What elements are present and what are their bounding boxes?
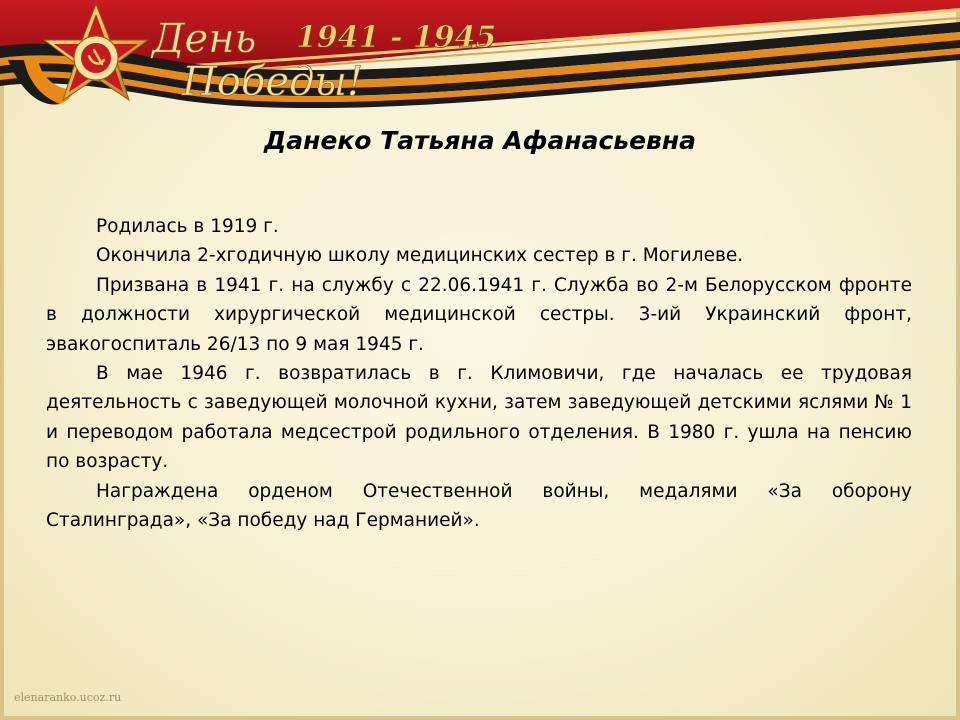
biography-text (46, 212, 912, 535)
paragraph-birth: Родилась в 1919 г. (96, 216, 279, 237)
source-watermark: elenaranko.ucoz.ru (14, 691, 122, 704)
paragraph-service: Призвана в 1941 г. на службу с 22.06.1941 г. Служба во 2-м Белорусском фронте в должности хирургической медицинской сестры. 3-ий Украинский фронт, эвакогоспиталь 26/13 по 9 мая 1945 г. (46, 274, 912, 355)
paragraph-postwar: В мае 1946 г. возвратилась в г. Климовичи, где началась ее трудовая деятельность с заведующей молочной кухни, затем заведующей детскими яслями № 1 и переводом работала медсестрой родильного отделения. В 1980 г. ушла на пенсию по возрасту. (46, 363, 912, 473)
header-banner (0, 0, 960, 115)
banner-years: 1941 - 1945 (296, 20, 497, 55)
paragraph-awards: Награждена орденом Отечественной войны, медалями «За оборону Сталинграда», «За победу над Германией». (46, 480, 912, 532)
page-title: Данеко Татьяна Афанасьевна (263, 126, 697, 155)
banner-graphic (0, 0, 960, 115)
banner-word-victory: Победы! (182, 59, 364, 105)
banner-word-day: День (152, 16, 257, 62)
paragraph-education: Окончила 2-хгодичную школу медицинских сестер в г. Могилеве. (96, 245, 744, 267)
